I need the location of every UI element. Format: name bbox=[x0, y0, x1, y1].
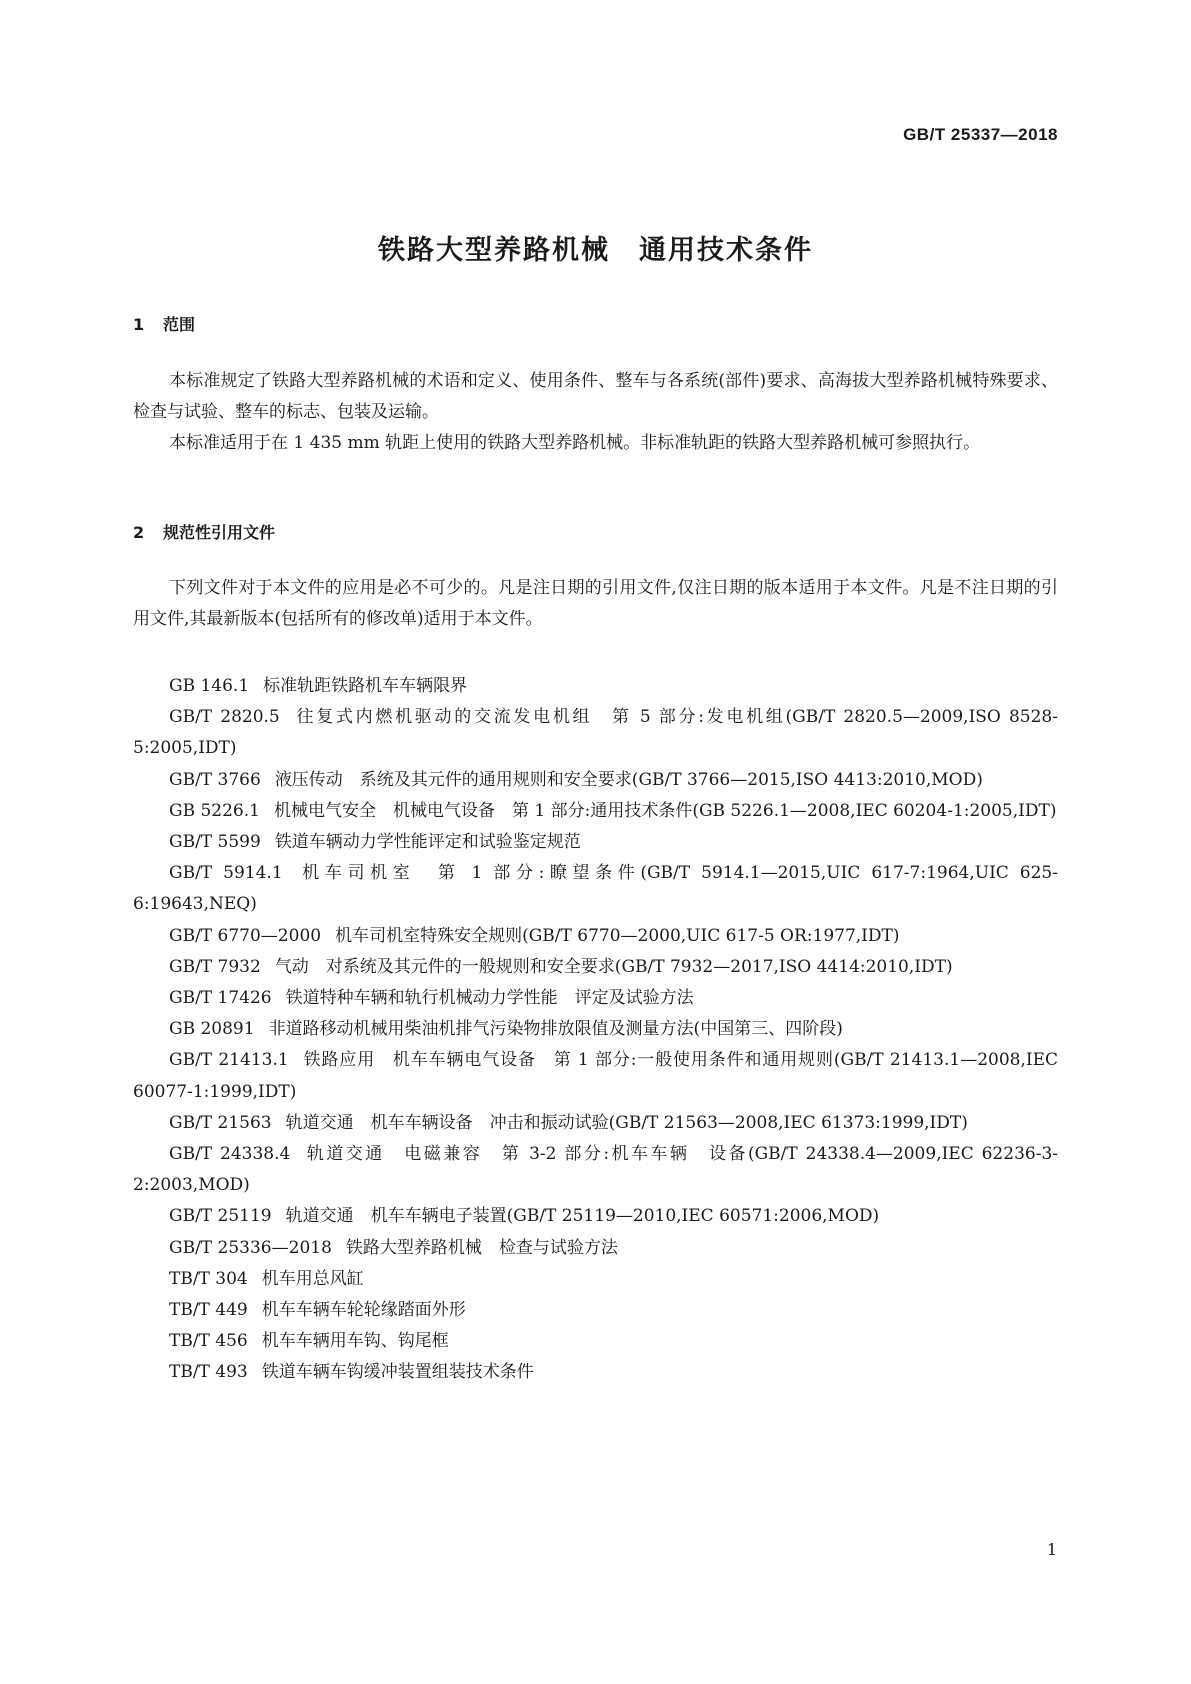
reference-title: 铁路大型养路机械 检查与试验方法 bbox=[345, 1237, 618, 1258]
reference-code: GB 5226.1 bbox=[169, 800, 260, 821]
reference-code: GB 146.1 bbox=[169, 676, 250, 696]
reference-title: 机车车辆车轮轮缘踏面外形 bbox=[261, 1300, 466, 1321]
reference-code: GB/T 21563 bbox=[169, 1112, 272, 1133]
reference-item bbox=[133, 1045, 1058, 1107]
reference-item bbox=[133, 1201, 1058, 1232]
reference-item bbox=[133, 983, 1058, 1014]
reference-title: 往复式内燃机驱动的交流发电机组 第 5 部分:发电机组(GB/T 2820.5—2009,ISO 8528-5:2005,IDT) bbox=[133, 707, 1058, 759]
reference-code: GB/T 7932 bbox=[169, 956, 261, 977]
section-1-paragraph-1: 本标准规定了铁路大型养路机械的术语和定义、使用条件、整车与各系统(部件)要求、高海拔大型养路机械特殊要求、检查与试验、整车的标志、包装及运输。 bbox=[133, 371, 1058, 422]
reference-code: TB/T 304 bbox=[169, 1268, 248, 1289]
reference-item bbox=[133, 796, 1058, 827]
reference-item bbox=[133, 671, 1058, 702]
reference-title: 机车用总风缸 bbox=[261, 1268, 364, 1289]
reference-title: 气动 对系统及其元件的一般规则和安全要求(GB/T 7932—2017,ISO 4414:2010,IDT) bbox=[274, 956, 953, 977]
reference-item bbox=[133, 1326, 1058, 1357]
section-1-paragraph-2: 本标准适用于在 1 435 mm 轨距上使用的铁路大型养路机械。非标准轨距的铁路大型养路机械可参照执行。 bbox=[169, 433, 981, 453]
reference-code: GB/T 5599 bbox=[169, 832, 261, 853]
reference-title: 标准轨距铁路机车车辆限界 bbox=[263, 676, 468, 696]
section-2-intro: 下列文件对于本文件的应用是必不可少的。凡是注日期的引用文件,仅注日期的版本适用于本文件。凡是不注日期的引用文件,其最新版本(包括所有的修改单)适用于本文件。 bbox=[133, 578, 1058, 629]
reference-title: 铁路应用 机车车辆电气设备 第 1 部分:一般使用条件和通用规则(GB/T 21413.1—2008,IEC 60077-1:1999,IDT) bbox=[133, 1050, 1059, 1102]
reference-item bbox=[133, 858, 1058, 920]
page-number: 1 bbox=[1046, 1540, 1057, 1559]
reference-title: 机械电气安全 机械电气设备 第 1 部分:通用技术条件(GB 5226.1—2008,IEC 60204-1:2005,IDT) bbox=[273, 800, 1057, 821]
section-2-heading bbox=[133, 520, 275, 543]
section-2-title: 规范性引用文件 bbox=[163, 523, 276, 542]
reference-item bbox=[133, 1139, 1058, 1201]
reference-code: TB/T 493 bbox=[169, 1362, 248, 1383]
section-1-heading bbox=[133, 312, 195, 335]
reference-item bbox=[133, 952, 1058, 983]
reference-code: GB/T 2820.5 bbox=[169, 707, 280, 728]
section-1-number: 1 bbox=[133, 315, 145, 334]
reference-title: 液压传动 系统及其元件的通用规则和安全要求(GB/T 3766—2015,ISO 4413:2010,MOD) bbox=[274, 769, 983, 790]
reference-item bbox=[133, 1357, 1058, 1388]
reference-item bbox=[133, 1264, 1058, 1295]
reference-title: 机车车辆用车钩、钩尾框 bbox=[261, 1331, 449, 1352]
reference-code: GB 20891 bbox=[169, 1019, 255, 1040]
reference-item bbox=[133, 827, 1058, 858]
reference-code: TB/T 449 bbox=[169, 1300, 248, 1321]
section-2-number: 2 bbox=[133, 523, 145, 542]
reference-code: GB/T 5914.1 bbox=[169, 863, 283, 884]
reference-title: 铁道特种车辆和轨行机械动力学性能 评定及试验方法 bbox=[285, 988, 694, 1009]
reference-item bbox=[133, 1295, 1058, 1326]
reference-list bbox=[133, 671, 1058, 1389]
reference-item bbox=[133, 1233, 1058, 1264]
reference-item bbox=[133, 1014, 1058, 1045]
reference-code: GB/T 3766 bbox=[169, 769, 261, 790]
reference-code: GB/T 17426 bbox=[169, 988, 272, 1009]
reference-code: GB/T 25336—2018 bbox=[169, 1237, 332, 1258]
reference-title: 机车司机室特殊安全规则(GB/T 6770—2000,UIC 617-5 OR:1977,IDT) bbox=[335, 925, 900, 946]
reference-code: TB/T 456 bbox=[169, 1331, 248, 1352]
reference-item bbox=[133, 921, 1058, 952]
reference-code: GB/T 24338.4 bbox=[169, 1144, 291, 1165]
reference-title: 非道路移动机械用柴油机排气污染物排放限值及测量方法(中国第三、四阶段) bbox=[268, 1019, 843, 1040]
reference-item bbox=[133, 765, 1058, 796]
section-1-title: 范围 bbox=[163, 315, 196, 334]
reference-title: 机车司机室 第 1 部分:瞭望条件(GB/T 5914.1—2015,UIC 617-7:1964,UIC 625-6:19643,NEQ) bbox=[133, 863, 1058, 915]
reference-code: GB/T 21413.1 bbox=[169, 1050, 289, 1071]
reference-code: GB/T 6770—2000 bbox=[169, 925, 322, 946]
reference-title: 铁道车辆动力学性能评定和试验鉴定规范 bbox=[274, 832, 581, 853]
reference-title: 轨道交通 机车车辆电子装置(GB/T 25119—2010,IEC 60571:2006,MOD) bbox=[285, 1206, 880, 1227]
reference-code: GB/T 25119 bbox=[169, 1206, 272, 1227]
reference-item bbox=[133, 1108, 1058, 1139]
reference-title: 轨道交通 机车车辆设备 冲击和振动试验(GB/T 21563—2008,IEC 61373:1999,IDT) bbox=[285, 1112, 968, 1133]
document-title: 铁路大型养路机械 通用技术条件 bbox=[378, 235, 813, 266]
reference-title: 轨道交通 电磁兼容 第 3-2 部分:机车车辆 设备(GB/T 24338.4—2009,IEC 62236-3-2:2003,MOD) bbox=[133, 1144, 1058, 1196]
reference-title: 铁道车辆车钩缓冲装置组装技术条件 bbox=[261, 1362, 534, 1383]
reference-item bbox=[133, 702, 1058, 764]
standard-code: GB/T 25337—2018 bbox=[903, 125, 1058, 144]
